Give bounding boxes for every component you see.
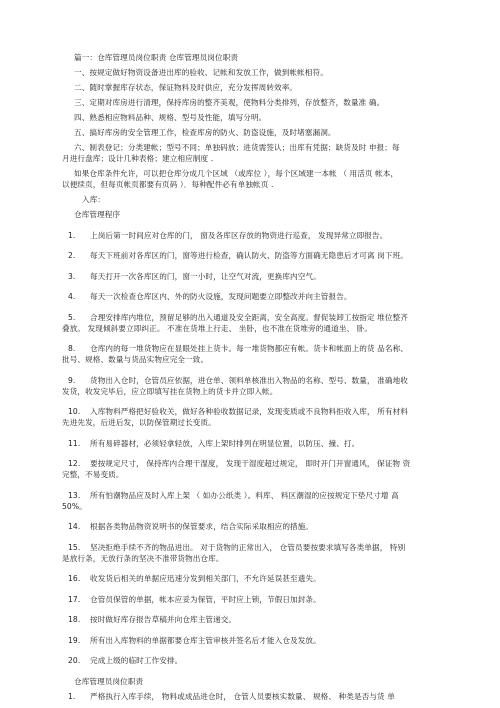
step-text: 合理安排库内堆位，预留足够的出入通道及安全距离，安全高度。督促装卸工按指定 堆位整齐 (90, 312, 408, 322)
step-text: 坚决拒绝手续不齐的物品进出。 对于货物的正常出入， 仓管员要按要求填写各类单据， 特别 (90, 542, 406, 552)
step-number: 15. (68, 542, 81, 552)
step-text: 每天打开一次各库区的门，窗一小时，让空气对流，更换库内空气。 (90, 271, 321, 281)
step-text: 所有易碎器材，必须轻拿轻放，入库上架时排列在明显位置，以防压、撞、打。 (90, 438, 360, 448)
procedure-step (62, 655, 470, 666)
procedure-step (62, 250, 470, 261)
ledger-paragraph: 如果仓库条件允许，可以把仓库分成几个区域 （或库位 ），每个区域建一本帐 （ 用活页 帐本， (74, 169, 399, 178)
procedure-step (62, 406, 470, 417)
step-number: 12. (68, 459, 81, 468)
second-section-title: 仓库管理员岗位职责 (74, 676, 144, 686)
procedure-step (62, 635, 470, 646)
procedure-step (62, 375, 470, 386)
procedure-step (62, 521, 470, 532)
procedure-title: 仓库管理程序 (74, 210, 121, 219)
procedure-step (62, 542, 470, 553)
duty-line: 一、按规定做好物资设备进出库的验收、记帐和发放工作，做到帐帐相符。 (74, 68, 328, 77)
procedure-step-continuation: 完整，不易变质。 (62, 470, 124, 479)
step-text: 上岗后第一时间应对仓库的门， 窗及各库区存放的物资进行巡查， 发现异常立即报告。 (90, 230, 388, 240)
step-text: 要按规定尺寸， 保持库内合理干湿度， 发现干湿度超过规定， 即时开门开窗通风， 保证物 资 (90, 459, 411, 468)
duty-line: 二、随时掌握库存状态，保证物料及时供应，充分发挥周转效率。 (74, 83, 298, 92)
step-number: 5. (68, 312, 76, 322)
procedure-step (62, 291, 470, 302)
duty-six-line: 六、制表登记；分类建帐；型号不同；单独码放；进货需签认；出库有凭据；缺货及时 申报；每 (74, 143, 400, 152)
duty-six-continuation: 月进行盘库；设计几种表格；建立相应制度 . (62, 154, 214, 163)
procedure-step-continuation: 发货，收发完毕后，应立即填写挂在货物上的货卡并立即入帐。 (62, 386, 278, 396)
step-number: 19. (68, 635, 81, 645)
step-number: 13. (68, 490, 81, 500)
duty-line: 四、熟悉相应物料品种、规格、型号及性能，填写分明。 (74, 113, 267, 122)
second-section-item (62, 691, 470, 702)
step-number: 4. (68, 292, 76, 301)
procedure-step (62, 343, 470, 354)
step-number: 9. (68, 375, 76, 385)
procedure-step (62, 271, 470, 282)
step-number: 14. (68, 522, 81, 531)
procedure-step (62, 438, 470, 449)
duty-line: 三、定期对库房进行清理，保持库房的整齐美观，使物料分类排列，存放整齐，数量准 确。 (74, 98, 385, 107)
document-title: 篇一：仓库管理员岗位职责 仓库管理员岗位职责 (74, 53, 239, 62)
step-text: 完成上级的临时工作安排。 (90, 656, 183, 665)
item-number: 1. (68, 691, 76, 701)
step-text: 入库物料严格把好验收关，做好各种验收数据记录，发现变质或不良物料拒收入库， 所有材料 (90, 407, 408, 416)
step-text: 根据各类物品物资说明书的保管要求，结合实际采取相应的措施。 (90, 522, 314, 531)
step-text: 每天下班前对各库区的门，窗等进行检查，确认防火、防盗等方面确无隐患后才可离 岗下班。 (90, 251, 408, 260)
procedure-step-continuation: 先进先发，后进后发，以防保管期过长变质。 (62, 418, 216, 427)
step-text: 货物出入仓时，仓管员应依据，进仓单、领料单核准出入物品的名称、型号、数量， 准确地收 (90, 375, 408, 385)
step-text: 所有怕潮物品应及时入库上架 （ 如办公纸类 ）。料库、 料区潮湿的应按规定下垫尺寸增 高 (90, 490, 399, 500)
procedure-step (62, 594, 470, 605)
procedure-step (62, 490, 470, 501)
procedure-step (62, 458, 470, 469)
step-number: 17. (68, 594, 81, 604)
step-number: 20. (68, 656, 81, 665)
step-number: 2. (68, 251, 76, 260)
item-text: 严格执行入库手续， 物料或成品进仓时， 仓管人员要核实数量、 规格、 种类是否与货 单 (90, 691, 395, 701)
step-number: 16. (68, 574, 81, 583)
procedure-step-continuation: 50%。 (62, 501, 87, 511)
step-text: 每天一次检查仓库区内、外的防火设施，发现问题要立即整改并向主管报告。 (90, 292, 352, 301)
step-number: 1. (68, 230, 76, 240)
procedure-step-continuation: 叠放。 发现倾斜要立即纠正。 不准在货堆上行走、 坐卧，也不准在货堆旁的通道坐、 卧。 (62, 323, 373, 333)
inbound-label: 入库： (82, 195, 106, 204)
step-number: 10. (68, 407, 81, 416)
procedure-step-continuation: 是放行条，无放行条的坚决不准带货物出仓库。 (62, 553, 224, 563)
step-text: 仓库内的每一堆货物应在显眼处挂上货卡。每一堆货物都应有帐。货卡和帐面上的货 品名称、 (90, 344, 408, 353)
step-number: 3. (68, 271, 76, 281)
step-number: 18. (68, 615, 81, 624)
step-text: 收发货后相关的单据应迅速分发到相关部门，不允许延误甚至遗失。 (90, 574, 321, 583)
ledger-paragraph-continuation: 以便续页，但每页帐页都要有页码 ）．每种配件必有单独帐页 . (62, 180, 274, 189)
procedure-step (62, 312, 470, 323)
procedure-step (62, 230, 470, 241)
procedure-step (62, 614, 470, 625)
step-number: 11. (68, 438, 81, 448)
procedure-steps (62, 230, 470, 667)
procedure-step (62, 573, 470, 584)
duty-line: 五、搞好库房的安全管理工作，检查库房的防火、防盗设施，及时堵塞漏洞。 (74, 128, 336, 137)
procedure-step-continuation: 批号、规格、数量与货品实物应完全一致。 (62, 355, 209, 364)
step-number: 8. (68, 344, 76, 353)
step-text: 所有出入库物料的单据都要仓库主管审核并签名后才能入仓及发放。 (90, 635, 321, 645)
step-text: 仓管员保管的单据，帐本应妥为保管，平时应上锁，节假日加封条。 (90, 594, 321, 604)
step-text: 按时做好库存报告草稿并向仓库主管递交。 (90, 615, 237, 624)
